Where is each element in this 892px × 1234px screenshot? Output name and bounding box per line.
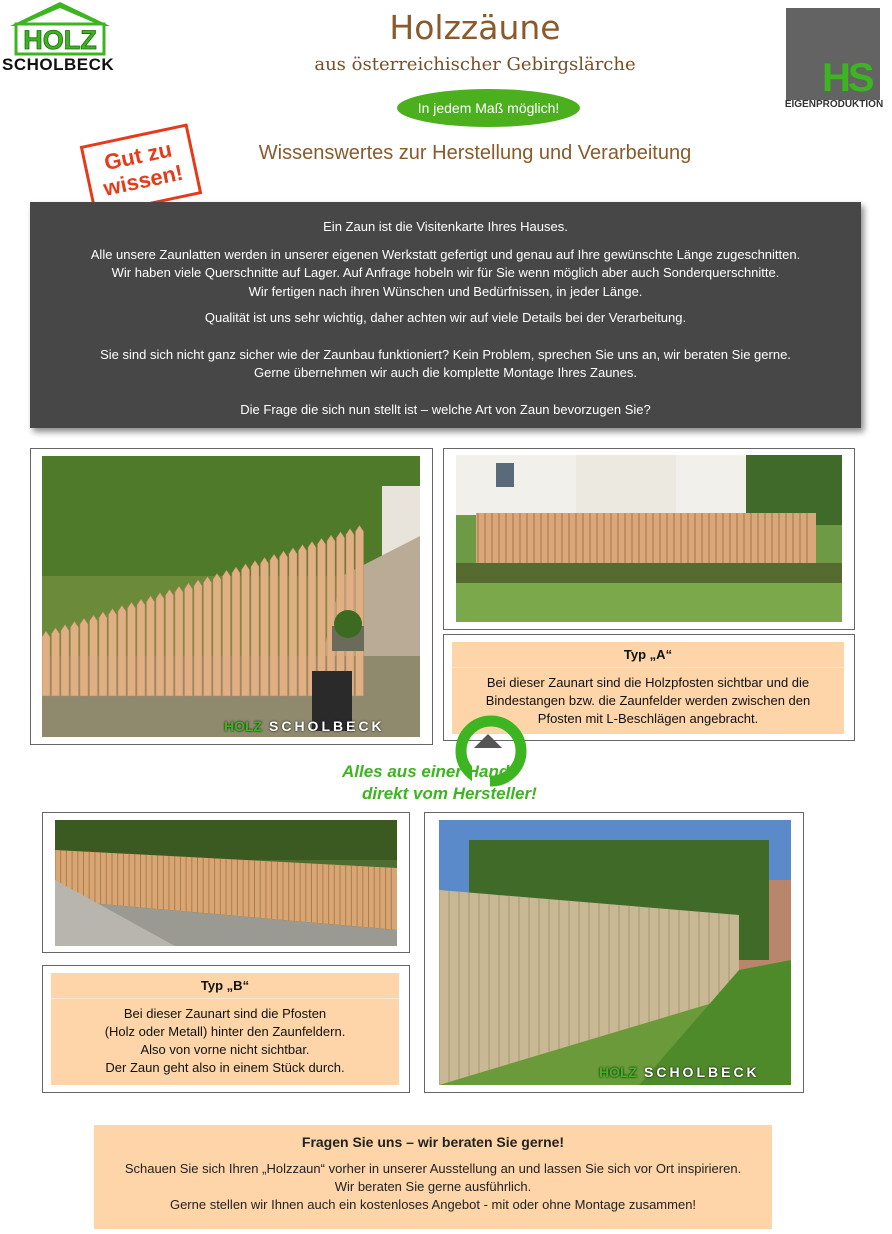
fence-photo <box>42 456 420 737</box>
intro-line: Sie sind sich nicht ganz sicher wie der Zaunbau funktioniert? Kein Problem, sprechen Sie uns an, wir beraten Sie gerne. <box>100 346 791 362</box>
contact-line: Gerne stellen wir Ihnen auch ein kostenloses Angebot - mit oder ohne Montage zusammen! <box>169 1197 697 1212</box>
fence-photo <box>55 820 397 946</box>
type-b-line: Also von vorne nicht sichtbar. <box>140 1042 310 1057</box>
intro-panel <box>30 202 861 428</box>
slogan-line-1: Alles aus einer Hand <box>342 762 510 781</box>
type-b-title: Typ „B“ <box>200 978 250 993</box>
type-b-frame <box>42 965 410 1093</box>
contact-box <box>94 1125 772 1229</box>
type-a-line: Bindestangen bzw. die Zaunfelder werden zwischen den <box>485 693 811 708</box>
type-a-title: Typ „A“ <box>623 647 673 662</box>
page-title: Holzzäune <box>389 8 561 47</box>
intro-line: Qualität ist uns sehr wichtig, daher achten wir auf viele Details bei der Verarbeitung. <box>204 310 687 325</box>
type-b-line: (Holz oder Metall) hinter den Zaunfeldern. <box>104 1024 346 1039</box>
page-subtitle: aus österreichischer Gebirgslärche <box>314 54 636 75</box>
hs-badge-caption: EIGENPRODUKTION <box>784 99 884 110</box>
logo-main: HOLZ <box>23 25 97 55</box>
watermark: HOLZ SCHOLBECK <box>599 1064 760 1080</box>
watermark: HOLZ SCHOLBECK <box>224 718 385 734</box>
contact-line: Schauen Sie sich Ihren „Holzzaun“ vorher in unserer Ausstellung an und lassen Sie sich vor Ort inspirieren. <box>124 1161 742 1176</box>
type-b-line: Bei dieser Zaunart sind die Pfosten <box>123 1006 327 1021</box>
hs-badge-letters: HS <box>822 56 872 100</box>
intro-line: Ein Zaun ist die Visitenkarte Ihres Hauses. <box>323 219 568 234</box>
section-heading: Wissenswertes zur Herstellung und Verarbeitung <box>258 142 692 164</box>
contact-heading: Fragen Sie uns – wir beraten Sie gerne! <box>301 1134 565 1150</box>
good-to-know-stamp: Gut zu wissen! <box>80 123 203 216</box>
any-size-badge: In jedem Maß möglich! <box>397 89 580 127</box>
photo-frame <box>42 812 410 953</box>
slogan-line-2: direkt vom Hersteller! <box>362 784 537 803</box>
photo-frame <box>30 448 433 745</box>
intro-line: Wir haben viele Querschnitte auf Lager. Auf Anfrage hobeln wir für Sie wenn möglich aber auch Sonderquerschnitte. <box>111 265 780 280</box>
type-a-line: Pfosten mit L-Beschlägen angebracht. <box>537 711 759 726</box>
photo-frame <box>443 448 855 630</box>
logo-subtext: SCHOLBECK <box>2 55 115 74</box>
contact-line: Wir beraten Sie gerne ausführlich. <box>334 1179 532 1194</box>
type-a-line: Bei dieser Zaunart sind die Holzpfosten sichtbar und die <box>486 675 810 690</box>
intro-line: Gerne übernehmen wir auch die komplette Montage Ihres Zaunes. <box>254 365 637 380</box>
fence-photo <box>439 820 791 1085</box>
type-b-box <box>51 973 399 1085</box>
fence-photo <box>456 455 842 622</box>
photo-frame <box>424 812 804 1093</box>
type-b-line: Der Zaun geht also in einem Stück durch. <box>105 1060 345 1075</box>
intro-line: Wir fertigen nach ihren Wünschen und Bedürfnissen, in jeder Länge. <box>248 283 643 299</box>
intro-line: Die Frage die sich nun stellt ist – welche Art von Zaun bevorzugen Sie? <box>240 401 651 417</box>
intro-line: Alle unsere Zaunlatten werden in unserer eigenen Werkstatt gefertigt und genau auf Ihre gewünschte Länge zugeschnitten. <box>90 246 801 262</box>
